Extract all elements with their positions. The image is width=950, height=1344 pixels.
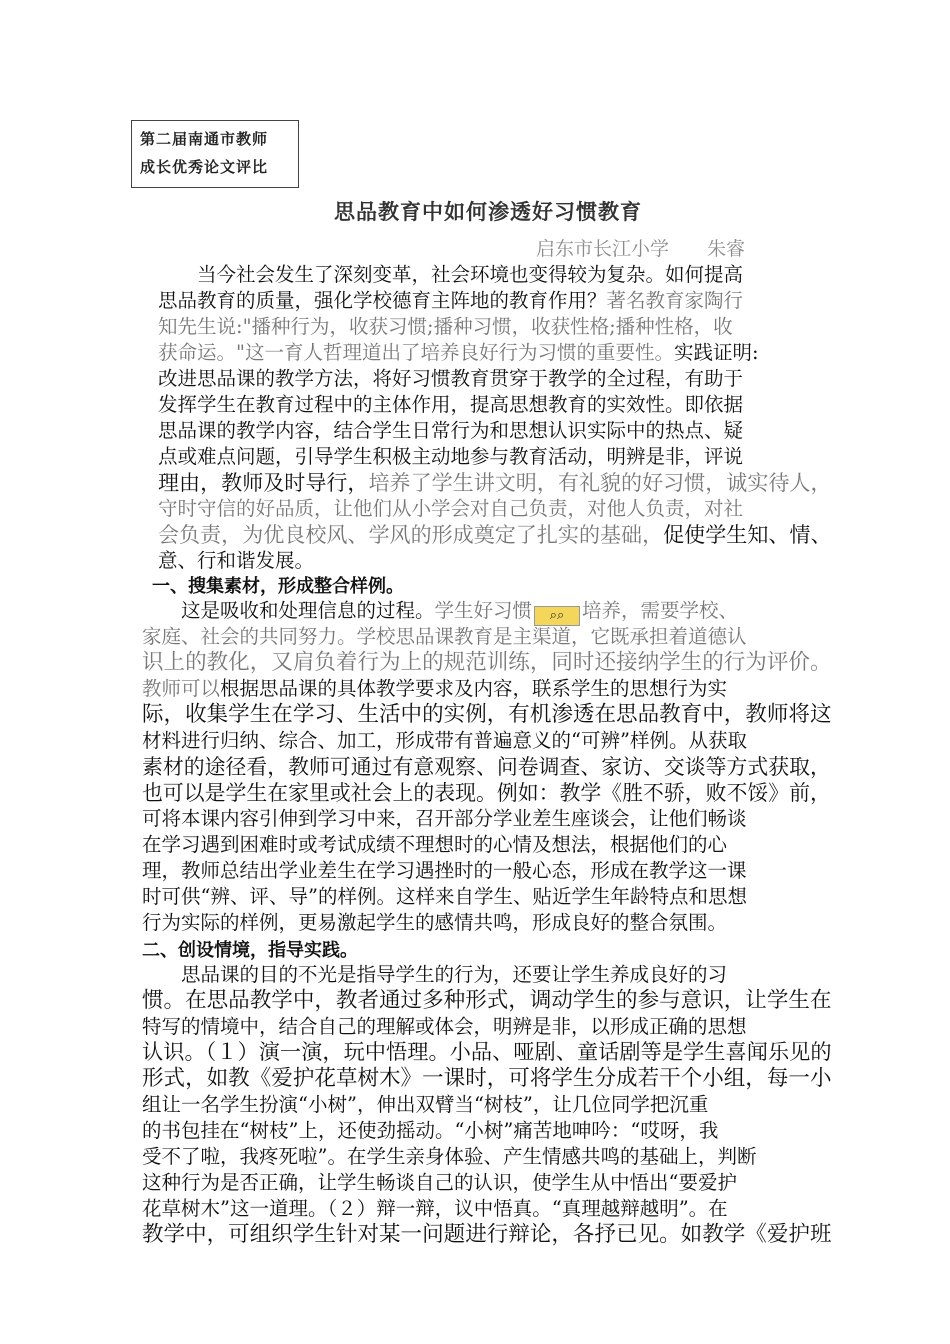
highlight-marker-icon: ⌕⌕ xyxy=(534,606,580,626)
para1-line-8: 点或难点问题，引导学生积极主动地参与教育活动，明辨是非，评说 xyxy=(158,445,744,468)
para1-line-3: 知先生说:"播种行为，收获习惯;播种习惯，收获性格;播种性格，收 xyxy=(158,315,733,338)
para3-line-3: 特写的情境中，结合自己的理解或体会，明辨是非，以形成正确的思想 xyxy=(142,1015,747,1038)
para3-line-11: 教学中，可组织学生针对某一问题进行辩论，各抒已见。如教学《爱护班 xyxy=(142,1222,832,1247)
para2-line-11: 理，教师总结出学业差生在学习遇挫时的一般心态，形成在教学这一课 xyxy=(142,859,747,882)
para1-line-11: 会负责，为优良校风、学风的形成奠定了扎实的基础，促使学生知、情、 xyxy=(158,522,832,547)
para3-line-6: 组让一名学生扮演“小树”，伸出双臂当“树枝”，让几位同学把沉重 xyxy=(142,1093,709,1116)
section-heading-1: 一、搜集素材，形成整合样例。 xyxy=(152,576,404,597)
para2-line-9: 可将本课内容引伸到学习中来，召开部分学业差生座谈会，让他们畅谈 xyxy=(142,807,747,830)
award-badge-box xyxy=(131,120,299,188)
badge-line-2: 成长优秀论文评比 xyxy=(140,158,269,176)
author-line xyxy=(536,234,745,261)
para1-line-5: 改进思品课的教学方法，将好习惯教育贯穿于教学的全过程，有助于 xyxy=(158,367,744,390)
para3-line-9: 这种行为是否正确，让学生畅谈自己的认识，使学生从中悟出“要爱护 xyxy=(142,1171,737,1194)
para3-line-2: 惯。在思品教学中，教者通过多种形式，调动学生的参与意识，让学生在 xyxy=(142,988,832,1013)
para2-line-7: 素材的途径看，教师可通过有意观察、问卷调查、家访、交谈等方式获取， xyxy=(142,755,831,779)
para2-line-1: 这是吸收和处理信息的过程。学生好习惯 ⌕⌕ 培养，需要学校、 xyxy=(142,598,738,626)
para1-line-2: 思品教育的质量，强化学校德育主阵地的教育作用？著名教育家陶行 xyxy=(158,289,744,312)
para3-line-10: 花草树木”这一道理。（２）辩一辩，议中悟真。“真理越辩越明”。在 xyxy=(142,1197,728,1220)
badge-line-1: 第二届南通市教师 xyxy=(140,130,269,148)
para1-line-4: 获命运。"这一育人哲理道出了培养良好行为习惯的重要性。实践证明: xyxy=(158,341,759,364)
para1-line-10: 守时守信的好品质，让他们从小学会对自己负责，对他人负责，对社 xyxy=(158,497,744,520)
para1-line-9: 理由，教师及时导行，培养了学生讲文明，有礼貌的好习惯，诚实待人， xyxy=(158,470,832,495)
para2-line-2: 家庭、社会的共同努力。学校思品课教育是主渠道，它既承担着道德认 xyxy=(142,625,747,648)
para2-line-6: 材料进行归纳、综合、加工，形成带有普遍意义的“可辨”样例。从获取 xyxy=(142,729,747,752)
para3-line-8: 受不了啦，我疼死啦”。在学生亲身体验、产生情感共鸣的基础上，判断 xyxy=(142,1145,757,1168)
para1-line-6: 发挥学生在教育过程中的主体作用，提高思想教育的实效性。即依据 xyxy=(158,393,744,416)
para2-line-5: 际，收集学生在学习、生活中的实例，有机渗透在思品教育中，教师将这 xyxy=(142,702,832,727)
para3-line-7: 的书包挂在“树枝”上，还使劲摇动。“小树”痛苦地呻吟：“哎呀，我 xyxy=(142,1119,719,1142)
para1-line-12: 意、行和谐发展。 xyxy=(158,549,315,572)
para2-line-10: 在学习遇到困难时或考试成绩不理想时的心情及想法，根据他们的心 xyxy=(142,833,728,856)
para1-line-1: 当今社会发生了深刻变革，社会环境也变得较为复杂。如何提高 xyxy=(158,263,744,286)
para3-line-5: 形式，如教《爱护花草树木》一课时，可将学生分成若干个小组，每一小 xyxy=(142,1066,832,1091)
para2-line-13: 行为实际的样例，更易激起学生的感情共鸣，形成良好的整合氛围。 xyxy=(142,911,728,934)
para2-line-12: 时可供“辨、评、导”的样例。这样来自学生、贴近学生年龄特点和思想 xyxy=(142,885,747,908)
section-heading-2: 二、创设情境，指导实践。 xyxy=(142,940,358,961)
paper-title: 思品教育中如何渗透好习惯教育 xyxy=(334,200,642,224)
para1-line-7: 思品课的教学内容，结合学生日常行为和思想认识实际中的热点、疑 xyxy=(158,419,744,442)
para2-line-8: 也可以是学生在家里或社会上的表现。例如：教学《胜不骄，败不馁》前， xyxy=(142,781,831,805)
para3-line-4: 认识。（１）演一演，玩中悟理。小品、哑剧、童话剧等是学生喜闻乐见的 xyxy=(142,1040,832,1065)
para2-line-3: 识上的教化，又肩负着行为上的规范训练，同时还接纳学生的行为评价。 xyxy=(142,650,832,675)
author-name: 朱睿 xyxy=(707,238,746,260)
para2-line-4: 教师可以根据思品课的具体教学要求及内容，联系学生的思想行为实 xyxy=(142,677,728,700)
para3-line-1: 思品课的目的不光是指导学生的行为，还要让学生养成良好的习 xyxy=(142,963,728,986)
author-school: 启东市长江小学 xyxy=(536,238,670,260)
